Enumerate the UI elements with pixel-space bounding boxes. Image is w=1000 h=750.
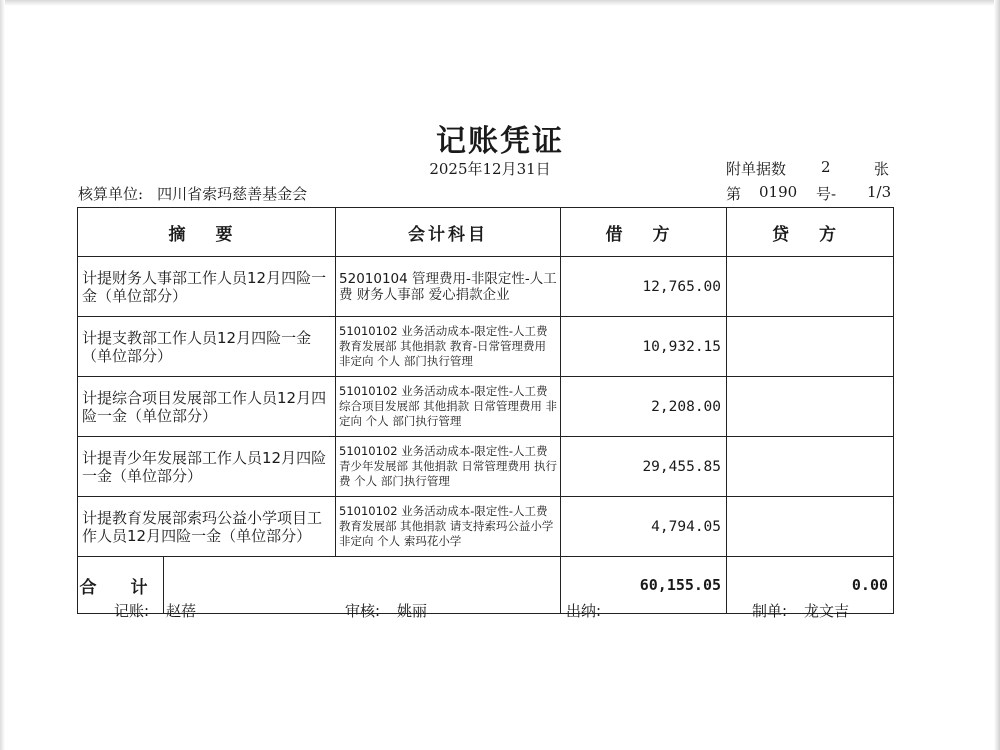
cashier-label: 出纳: xyxy=(566,602,602,620)
voucher-title: 记账凭证 xyxy=(436,124,564,159)
row-summary: 计提财务人事部工作人员12月四险一金（单位部分） xyxy=(78,257,336,317)
header-credit: 贷 方 xyxy=(727,208,894,257)
table-row xyxy=(78,497,894,557)
row-credit xyxy=(727,437,894,497)
scan-edge xyxy=(0,0,1000,6)
voucher-table xyxy=(77,207,894,614)
attachments-count: 2 xyxy=(821,158,831,176)
table-row xyxy=(78,377,894,437)
voucher-date: 2025年12月31日 xyxy=(429,160,551,178)
attachments-unit: 张 xyxy=(874,160,890,178)
number-prefix: 第 xyxy=(726,185,742,203)
total-label: 合 计 xyxy=(78,557,164,614)
row-credit xyxy=(727,497,894,557)
row-account: 51010102 业务活动成本-限定性-人工费 综合项目发展部 其他捐款 日常管理费用 非定向 个人 部门执行管理 xyxy=(336,377,561,437)
row-debit: 2,208.00 xyxy=(561,377,727,437)
row-summary: 计提支教部工作人员12月四险一金（单位部分） xyxy=(78,317,336,377)
unit-label: 核算单位: xyxy=(78,185,144,203)
row-debit: 4,794.05 xyxy=(561,497,727,557)
table-row xyxy=(78,317,894,377)
number-value: 0190 xyxy=(759,183,798,201)
accounting-unit xyxy=(78,183,307,204)
table-row xyxy=(78,437,894,497)
preparer-name: 龙文吉 xyxy=(804,602,850,620)
header-summary: 摘 要 xyxy=(78,208,336,257)
preparer-label: 制单: xyxy=(752,602,788,620)
row-account: 51010102 业务活动成本-限定性-人工费 教育发展部 其他捐款 教育-日常管理费用 非定向 个人 部门执行管理 xyxy=(336,317,561,377)
reviewer-label: 审核: xyxy=(345,602,381,620)
row-summary: 计提综合项目发展部工作人员12月四险一金（单位部分） xyxy=(78,377,336,437)
total-credit: 0.00 xyxy=(727,557,894,614)
scan-edge xyxy=(0,0,5,750)
total-debit: 60,155.05 xyxy=(561,557,727,614)
table-row xyxy=(78,257,894,317)
bookkeeper-label: 记账: xyxy=(114,602,150,620)
number-suffix: 号- xyxy=(816,185,837,203)
row-account: 52010104 管理费用-非限定性-人工费 财务人事部 爱心捐款企业 xyxy=(336,257,561,317)
row-debit: 29,455.85 xyxy=(561,437,727,497)
row-credit xyxy=(727,257,894,317)
row-account: 51010102 业务活动成本-限定性-人工费 教育发展部 其他捐款 请支持索玛公益小学 非定向 个人 索玛花小学 xyxy=(336,497,561,557)
row-debit: 10,932.15 xyxy=(561,317,727,377)
row-summary: 计提教育发展部索玛公益小学项目工作人员12月四险一金（单位部分） xyxy=(78,497,336,557)
bookkeeper-name: 赵蓓 xyxy=(166,602,197,620)
scan-edge xyxy=(994,0,1000,750)
table-header xyxy=(78,208,894,257)
header-account: 会计科目 xyxy=(336,208,561,257)
unit-name: 四川省索玛慈善基金会 xyxy=(157,185,308,203)
attachments-label: 附单据数 xyxy=(726,160,787,178)
row-account: 51010102 业务活动成本-限定性-人工费 青少年发展部 其他捐款 日常管理费用 执行费 个人 部门执行管理 xyxy=(336,437,561,497)
header-debit: 借 方 xyxy=(561,208,727,257)
page-indicator: 1/3 xyxy=(867,183,892,201)
row-debit: 12,765.00 xyxy=(561,257,727,317)
row-summary: 计提青少年发展部工作人员12月四险一金（单位部分） xyxy=(78,437,336,497)
reviewer-name: 姚丽 xyxy=(397,602,428,620)
row-credit xyxy=(727,377,894,437)
row-credit xyxy=(727,317,894,377)
